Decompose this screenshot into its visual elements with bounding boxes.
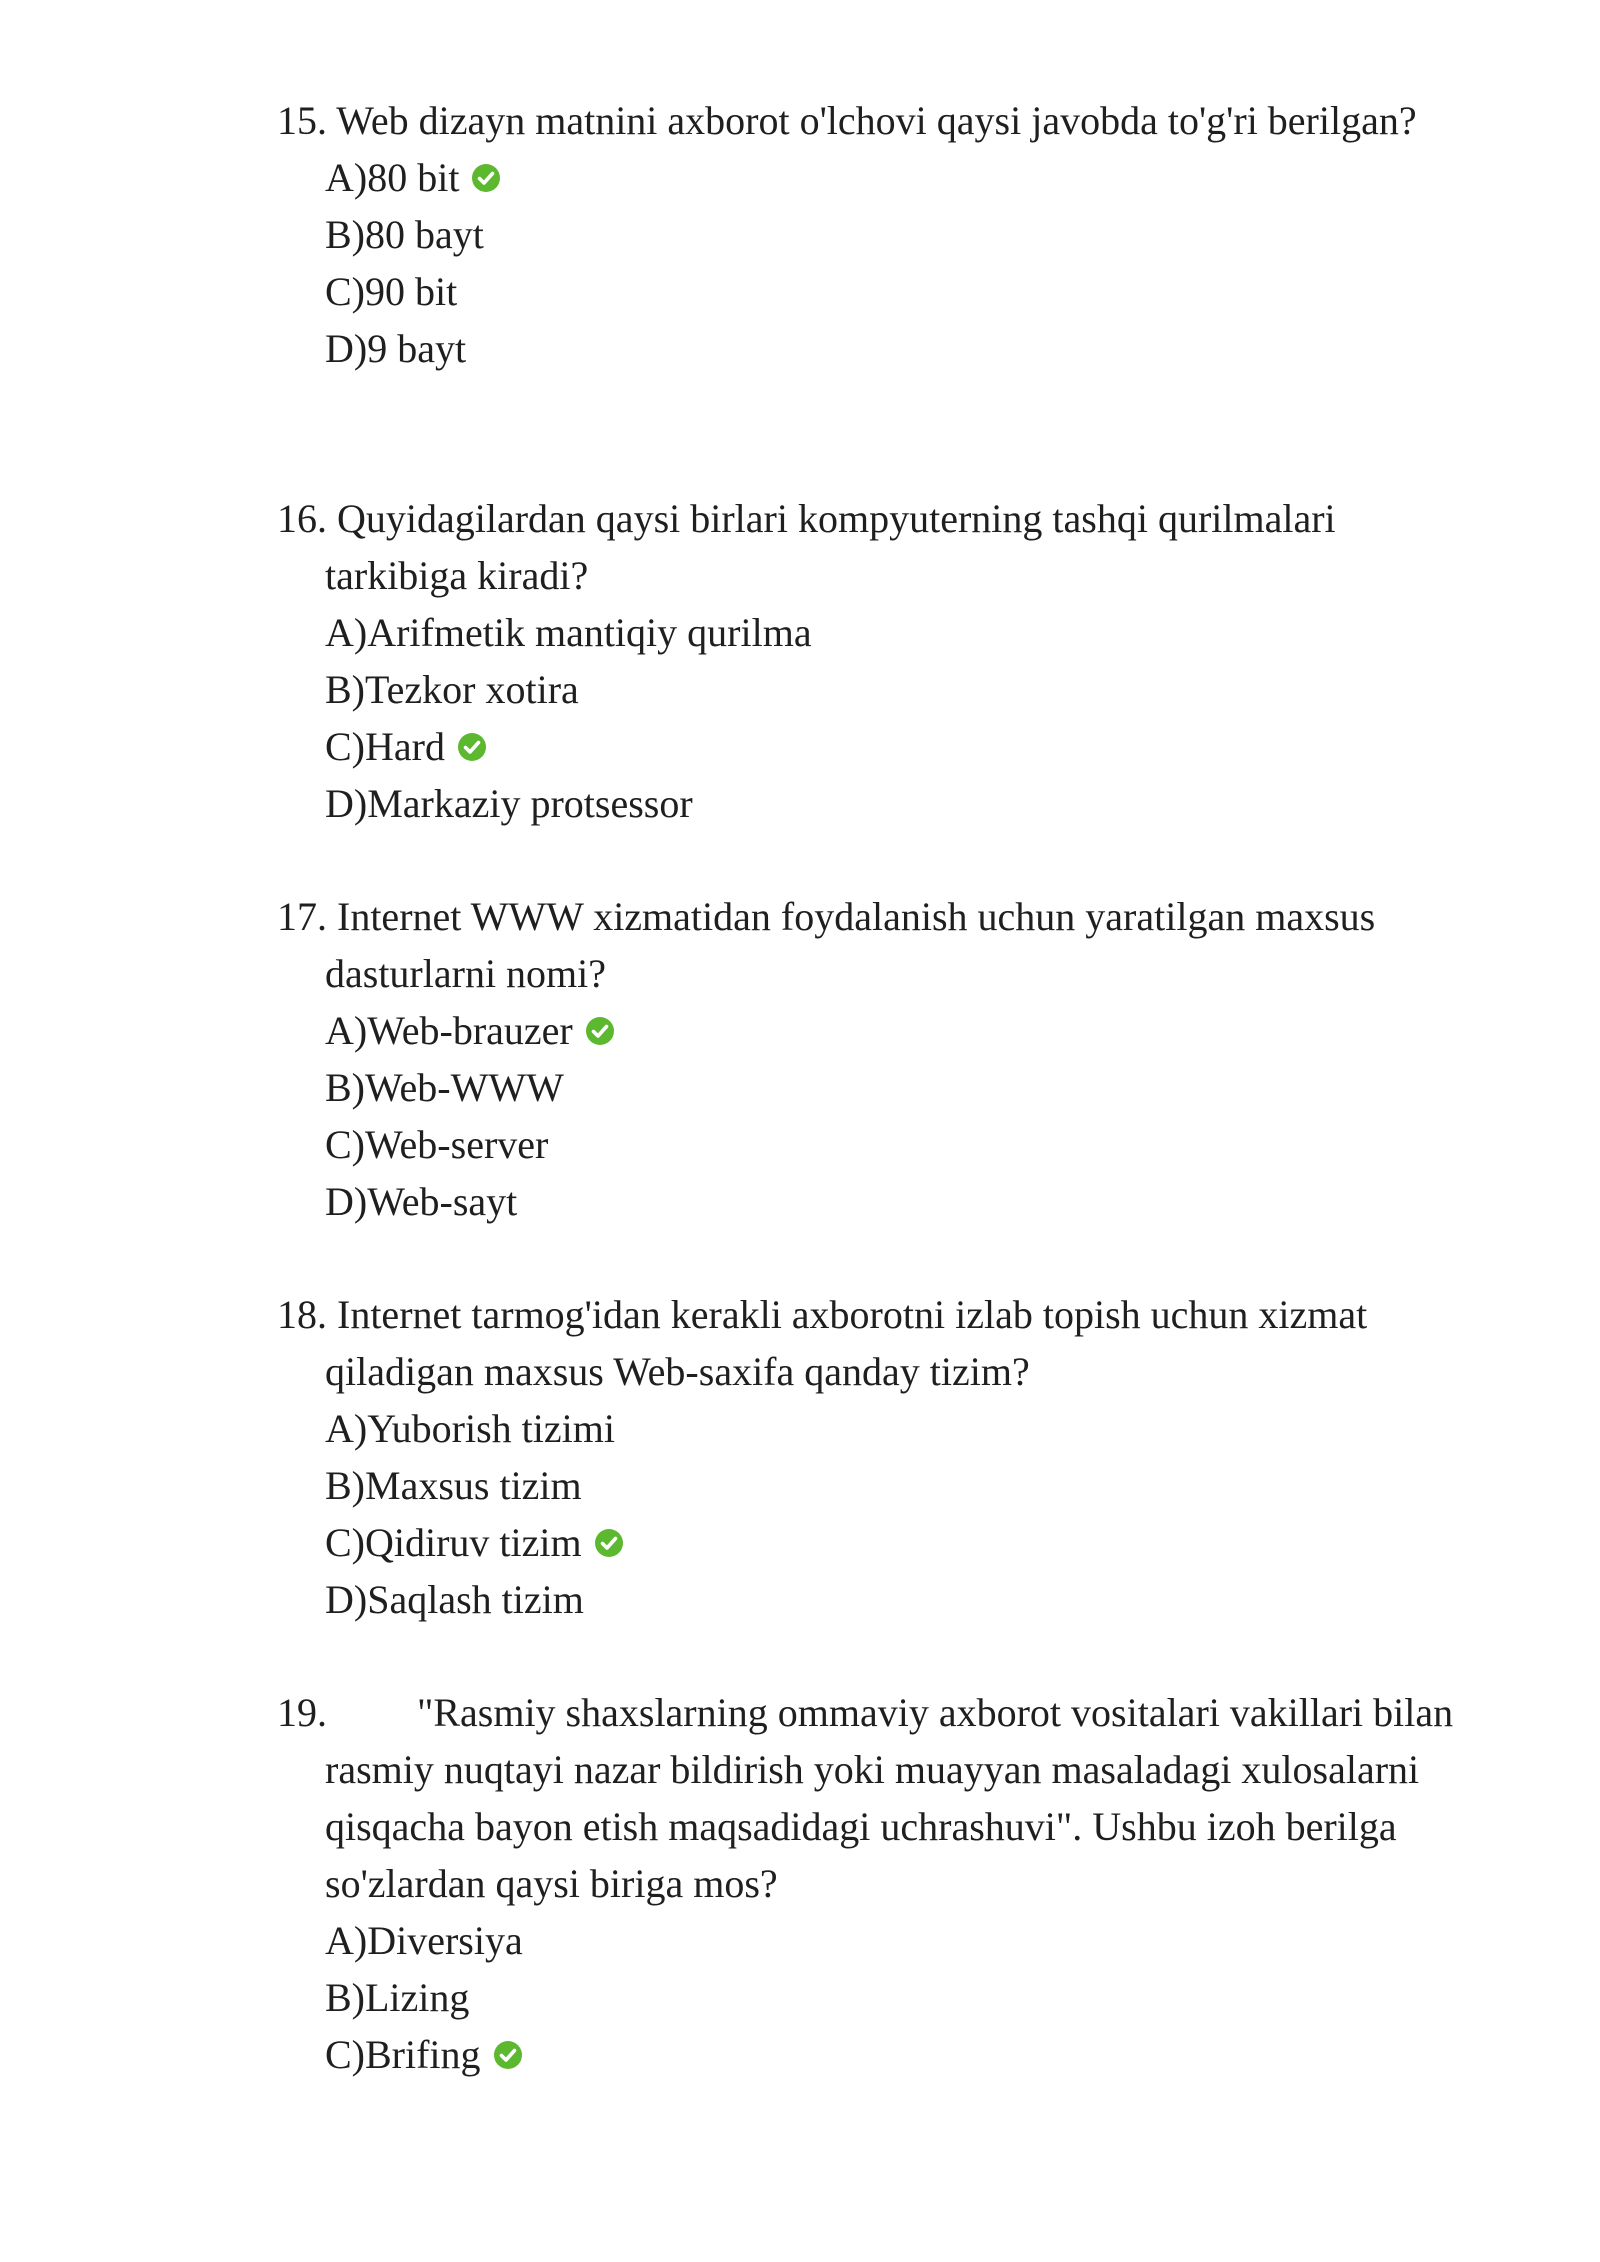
option-label: A)	[325, 1918, 368, 1963]
option-label: B)	[325, 667, 365, 712]
answer-option	[325, 1969, 1477, 2026]
answer-option	[325, 1514, 1477, 1571]
answer-option	[325, 1400, 1477, 1457]
question-19	[277, 1684, 1477, 2083]
question-text-block	[277, 92, 1477, 149]
question-number: 16.	[277, 496, 327, 541]
option-text: Web-server	[365, 1122, 549, 1167]
option-label: A)	[325, 1406, 368, 1451]
option-text: Tezkor xotira	[365, 667, 579, 712]
option-text: Lizing	[365, 1975, 470, 2020]
answer-options	[277, 604, 1477, 832]
option-label: C)	[325, 724, 365, 769]
option-label: A)	[325, 610, 368, 655]
question-text: Internet WWW xizmatidan foydalanish uchun yaratilgan maxsus dasturlarni nomi?	[325, 894, 1376, 996]
question-15	[277, 92, 1477, 377]
answer-option	[325, 206, 1477, 263]
question-18	[277, 1286, 1477, 1628]
option-label: B)	[325, 212, 365, 257]
answer-option	[325, 604, 1477, 661]
answer-option	[325, 320, 1477, 377]
check-circle-icon	[471, 163, 501, 193]
answer-option	[325, 263, 1477, 320]
option-label: A)	[325, 155, 368, 200]
option-label: B)	[325, 1065, 365, 1110]
check-circle-icon	[594, 1528, 624, 1558]
answer-options	[277, 1400, 1477, 1628]
answer-option	[325, 149, 1477, 206]
answer-option	[325, 1571, 1477, 1628]
answer-option	[325, 718, 1477, 775]
answer-option	[325, 1457, 1477, 1514]
option-text: Saqlash tizim	[367, 1577, 584, 1622]
answer-options	[277, 1002, 1477, 1230]
option-text: 9 bayt	[367, 326, 467, 371]
check-circle-icon	[585, 1016, 615, 1046]
option-label: D)	[325, 1577, 368, 1622]
option-text: 90 bit	[365, 269, 458, 314]
option-text: Brifing	[365, 2032, 481, 2077]
answer-option	[325, 1116, 1477, 1173]
answer-option	[325, 1173, 1477, 1230]
option-label: B)	[325, 1463, 365, 1508]
option-text: Maxsus tizim	[365, 1463, 582, 1508]
option-label: B)	[325, 1975, 365, 2020]
option-label: D)	[325, 326, 368, 371]
answer-option	[325, 1059, 1477, 1116]
option-text: Yuborish tizimi	[367, 1406, 615, 1451]
question-text: Quyidagilardan qaysi birlari kompyuterning tashqi qurilmalari tarkibiga kiradi?	[325, 496, 1336, 598]
question-text-block	[277, 888, 1477, 1002]
answer-option	[325, 1002, 1477, 1059]
option-label: C)	[325, 1122, 365, 1167]
option-label: C)	[325, 1520, 365, 1565]
question-number: 18.	[277, 1292, 327, 1337]
option-text: 80 bayt	[365, 212, 484, 257]
option-text: Markaziy protsessor	[367, 781, 693, 826]
question-text-block	[277, 490, 1477, 604]
question-text: Internet tarmog'idan kerakli axborotni izlab topish uchun xizmat qiladigan maxsus Web-saxifa qanday tizim?	[325, 1292, 1368, 1394]
question-16	[277, 490, 1477, 832]
option-text: Web-brauzer	[367, 1008, 573, 1053]
check-circle-icon	[457, 732, 487, 762]
question-text: Web dizayn matnini axborot o'lchovi qaysi javobda to'g'ri berilgan?	[336, 98, 1417, 143]
option-label: C)	[325, 2032, 365, 2077]
question-number: 17.	[277, 894, 327, 939]
question-number: 15.	[277, 98, 327, 143]
answer-option	[325, 1912, 1477, 1969]
question-text-block	[277, 1684, 1477, 1912]
option-text: Hard	[365, 724, 445, 769]
answer-options	[277, 1912, 1477, 2083]
check-circle-icon	[493, 2040, 523, 2070]
option-label: D)	[325, 1179, 368, 1224]
question-text: "Rasmiy shaxslarning ommaviy axborot vositalari vakillari bilan rasmiy nuqtayi nazar bildirish yoki muayyan masaladagi xulosalarni qisqacha bayon etish maqsadidagi uchrashuvi". Ushbu izoh berilga so'zlardan qaysi biriga mos?	[325, 1690, 1454, 1906]
answer-options	[277, 149, 1477, 377]
option-label: D)	[325, 781, 368, 826]
option-label: C)	[325, 269, 365, 314]
option-text: Diversiya	[367, 1918, 523, 1963]
option-text: Web-sayt	[367, 1179, 518, 1224]
question-17	[277, 888, 1477, 1230]
answer-option	[325, 2026, 1477, 2083]
option-text: Qidiruv tizim	[365, 1520, 582, 1565]
answer-option	[325, 775, 1477, 832]
option-text: Arifmetik mantiqiy qurilma	[367, 610, 812, 655]
option-text: 80 bit	[367, 155, 460, 200]
question-text-block	[277, 1286, 1477, 1400]
option-text: Web-WWW	[365, 1065, 564, 1110]
question-number: 19.	[277, 1690, 327, 1735]
option-label: A)	[325, 1008, 368, 1053]
answer-option	[325, 661, 1477, 718]
